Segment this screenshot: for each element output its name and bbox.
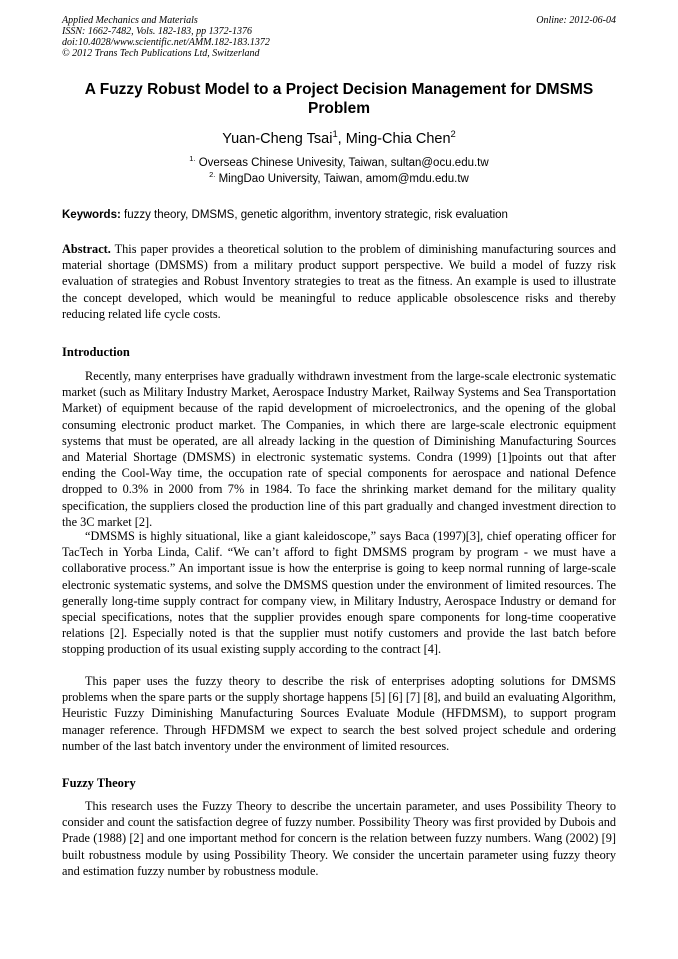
abstract-label: Abstract. (62, 242, 111, 256)
author-name: Ming-Chia Chen (345, 131, 451, 147)
copyright-line: © 2012 Trans Tech Publications Ltd, Switzerland (62, 48, 260, 59)
keywords-text: fuzzy theory, DMSMS, genetic algorithm, inventory strategic, risk evaluation (124, 209, 508, 221)
affiliation-mark: 1. (189, 154, 196, 164)
journal-name: Applied Mechanics and Materials (62, 15, 198, 26)
affiliation-mark: 2 (450, 128, 456, 140)
paper-title: A Fuzzy Robust Model to a Project Decision Management for DMSMS Problem (84, 81, 594, 117)
affiliation-mark: 2. (209, 170, 216, 180)
doi-line: doi:10.4028/www.scientific.net/AMM.182-183.1372 (62, 37, 270, 48)
author-separator: , (337, 131, 346, 147)
affiliation-line (62, 155, 616, 171)
fuzzy-paragraph-1: This research uses the Fuzzy Theory to describe the uncertain parameter, and uses Possibility Theory to consider and count the satisfaction degree of fuzzy number. Possibility Theory was first provided by Dubois and Prade (1988) [2] and one important method for concern is the relation between fuzzy numbers. Wang (2002) [9] built robustness module by using Possibility Theory. We consider the uncertain parameter using fuzzy theory and estimation fuzzy number by robustness module. (62, 799, 616, 878)
affiliations (62, 155, 616, 187)
intro-paragraph-1: Recently, many enterprises have gradually withdrawn investment from the large-scale electronic systematic market (such as Military Industry Market, Aerospace Industry Market, Railway Systems and Sea Transportation Market) of equipment because of the rapid development of microelectronics, and the opening of the global consuming electronic product market. The Companies, in which there are large-scale electronic equipment systems that must be operated, are all already lacking in the question of Diminishing Manufacturing Sources and Material Shortage (DMSMS) in electronic systematic systems. Condra (1999) [1]points out that after ending the Cool-Way time, the occupation rate of special components for aerospace and national Defence dropped to 0.3% in 2000 from 7% in 1984. To face the shrinking market demand for the military quality specification, the suppliers closed the production line of this part gradually and changed investment direction to the 3C market [2]. (62, 369, 616, 529)
affiliation-text: Overseas Chinese Univesity, Taiwan, sultan@ocu.edu.tw (198, 157, 489, 169)
author-list (62, 130, 616, 148)
journal-header (62, 15, 616, 59)
intro-paragraph-3: This paper uses the fuzzy theory to describe the risk of enterprises adopting solutions for DMSMS problems when the spare parts or the supply shortage happens [5] [6] [7] [8], and build an evaluating Algorithm, Heuristic Fuzzy Diminishing Manufacturing Sources Evaluate Module (HFDMSM), to support program manager reference. Through HFDMSM we expect to search the best solved project schedule and ordering number of the last batch inventory under the environment of limited resources. (62, 674, 616, 753)
keywords-label: Keywords: (62, 209, 121, 221)
affiliation-mark: 1 (332, 128, 338, 140)
abstract (62, 241, 616, 322)
online-date: Online: 2012-06-04 (536, 15, 616, 26)
author-name: Yuan-Cheng Tsai (222, 131, 333, 147)
intro-paragraph-2: “DMSMS is highly situational, like a giant kaleidoscope,” says Baca (1997)[3], chief operating officer for TacTech in Yorba Linda, Calif. “We can’t afford to fight DMSMS program by program - we must have a collaborative process.” An important issue is how the enterprise is going to keep normal running of large-scale electronic systematic systems, and solve the DMSMS question under the environment of limited resources. The generally long-time supply contract for company view, in Military Industry, Aerospace Industry or demand for special specifications, notes that the supplier provides enough spare components for long-time cooperative relations [2]. Especially noted is that the supplier must notify customers and provide the last batch before stopping production of its usual existing supply according to the contract [4]. (62, 529, 616, 657)
section-heading-introduction: Introduction (62, 345, 130, 359)
keywords (62, 208, 616, 222)
affiliation-text: MingDao University, Taiwan, amom@mdu.edu.tw (218, 173, 469, 185)
abstract-text: This paper provides a theoretical solution to the problem of diminishing manufacturing sources and material shortage (DMSMS) from a military product support perspective. We build a model of fuzzy risk evaluation of strategies and Robust Inventory strategies to treat as the fitness. An example is used to illustrate the concept developed, which would be meaningful to reduce applicable obsolescence risks and thereby reducing related life cycle costs. (62, 242, 616, 321)
issn-line: ISSN: 1662-7482, Vols. 182-183, pp 1372-1376 (62, 26, 252, 37)
section-heading-fuzzy-theory: Fuzzy Theory (62, 776, 136, 790)
affiliation-line (62, 171, 616, 187)
